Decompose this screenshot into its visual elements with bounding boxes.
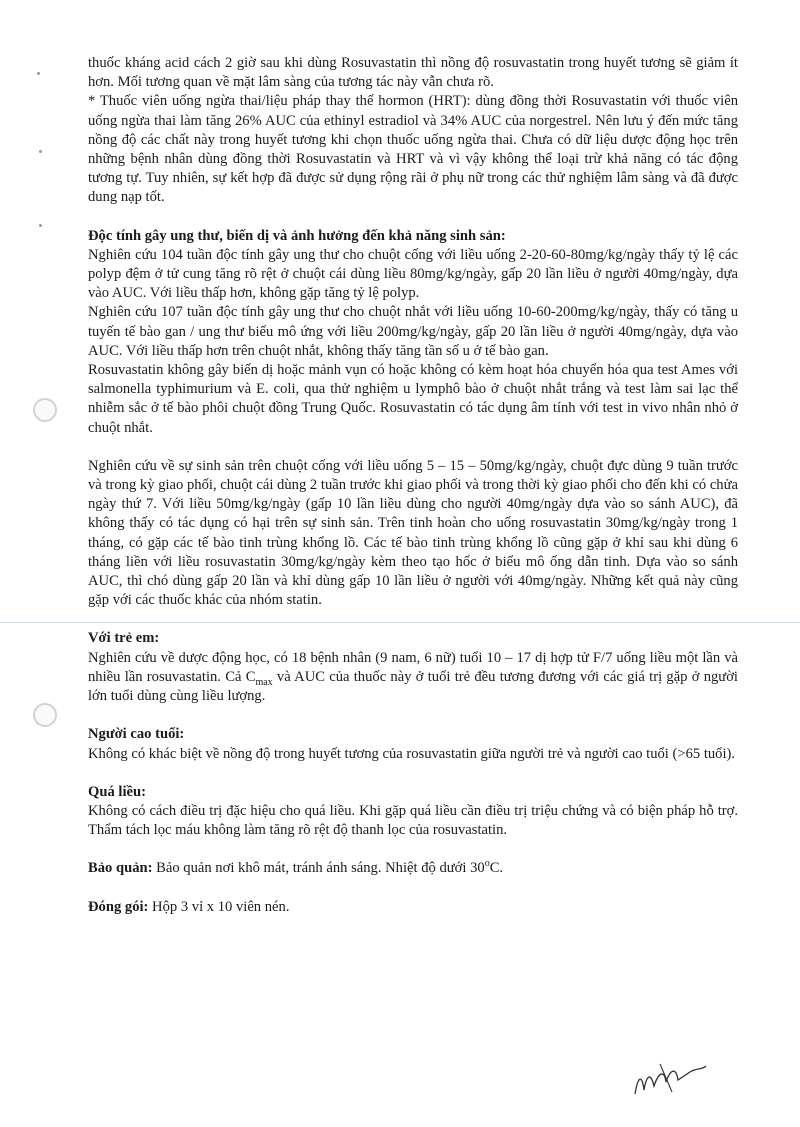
paragraph-antacid: thuốc kháng acid cách 2 giờ sau khi dùng Rosuvastatin thì nồng độ rosuvastatin trong huyết tương sẽ giảm ít hơn. Mối tương quan về mặt lâm sàng của tương tác này vẫn chưa rõ. — [88, 55, 738, 91]
heading-elderly: Người cao tuổi: — [88, 726, 185, 743]
heading-children: Với trẻ em: — [88, 630, 160, 647]
paragraph-packaging: Đóng gói: Hộp 3 vỉ x 10 viên nén. — [88, 898, 290, 915]
heading-overdose: Quá liều: — [88, 783, 146, 800]
punch-hole-bottom — [33, 703, 57, 727]
paragraph-reproduction: Nghiên cứu về sự sinh sản trên chuột cống với liều uống 5 – 15 – 50mg/kg/ngày, chuột đực dùng 9 tuần trước và trong kỳ giao phối, chuột cái dùng 2 tuần trước khi giao phối và trong thời kỳ giao phối cho đến khi có chửa ngày thứ 7. Với liều 50mg/kg/ngày (gấp 10 lần liều dùng cho người 40mg/ngày dựa vào so sánh AUC), đã không thấy có tác dụng có hại trên sự sinh sản. Trên tinh hoàn cho uống rosuvastatin 30mg/kg/ngày trong 1 tháng, có gặp các tế bào tinh trùng khổng lồ. Các tế bào tinh trùng khổng lồ cũng gặp ở khỉ sau khi dùng 6 tháng liền với liều rosuvastatin 30mg/kg/ngày kèm theo tạo hốc ở biểu mô ống dẫn tinh. Dựa vào so sánh AUC, thì chó dùng gấp 20 lần và khỉ dùng gấp 10 lần liều ở người với 40mg/ngày. Những kết quả này cũng gặp với các thuốc khác của nhóm statin. — [88, 457, 738, 609]
handwritten-signature — [630, 1056, 710, 1106]
heading-carcinogenicity: Độc tính gây ung thư, biến dị và ảnh hưởng đến khả năng sinh sản: — [88, 227, 506, 244]
paragraph-storage: Bảo quản: Bảo quản nơi khô mát, tránh ánh sáng. Nhiệt độ dưới 30$^o$C. — [88, 858, 504, 877]
scan-speck — [39, 150, 42, 153]
paragraph-oral-contraceptive: * Thuốc viên uống ngừa thai/liệu pháp thay thế hormon (HRT): dùng đồng thời Rosuvastatin với thuốc viên uống ngừa thai làm tăng 26% AUC của ethinyl estradiol và 34% AUC của norgestrel. Nên lưu ý đến mức tăng nồng độ các chất này trong huyết tương khi chọn thuốc uống ngừa thai. Chưa có dữ liệu dược động học trên những bệnh nhân dùng đồng thời Rosuvastatin và HRT và vì vậy không thể loại trừ khả năng có tác động tương tự. Tuy nhiên, sự kết hợp đã được sử dụng rộng rãi ở phụ nữ trong các thử nghiệm lâm sàng và đã được dung nạp tốt. — [88, 93, 738, 206]
paragraph-children: Nghiên cứu về dược động học, có 18 bệnh nhân (9 nam, 6 nữ) tuổi 10 – 17 dị hợp tử F/7 uống liều một lần và nhiều lần rosuvastatin. Cả $C_{max}$ và AUC của thuốc này ở tuổi trẻ đều tương đương với các giá trị gặp ở người lớn tuổi dùng cùng liều lượng. — [88, 649, 738, 705]
paragraph-rat-study: Nghiên cứu 104 tuần độc tính gây ung thư cho chuột cống với liều uống 2-20-60-80mg/kg/ngày thấy tỷ lệ các polyp đệm ở tử cung tăng rõ rệt ở chuột cái dùng liều 80mg/kg/ngày, gấp 20 lần liều ở người 40mg/ngày, dựa vào AUC. Với liều thấp hơn, không gặp tăng tỷ lệ polyp. — [88, 246, 738, 302]
paragraph-mutagenicity: Rosuvastatin không gây biến dị hoặc mảnh vụn có hoặc không có kèm hoạt hóa chuyển hóa qua test Ames với salmonella typhimurium và E. coli, qua thử nghiệm u lymphô bào ở chuột nhắt trắng và test làm sai lạc thể nhiễm sắc ở tế bào phôi chuột đồng Trung Quốc. Rosuvastatin có tác dụng âm tính với test in vivo nhân nhỏ ở chuột nhắt. — [88, 362, 738, 436]
scan-speck — [37, 72, 40, 75]
paragraph-mouse-study: Nghiên cứu 107 tuần độc tính gây ung thư cho chuột nhắt với liều uống 10-60-200mg/kg/ngày, thấy có tăng u tuyến tế bào gan / ung thư biểu mô ứng với liều 200mg/kg/ngày, gấp 20 lần liều ở người 40mg/ngày, dựa vào AUC. Với liều thấp hơn trên chuột nhắt, không thấy tăng tần số u ở tế bào gan. — [88, 304, 738, 359]
scan-speck — [39, 224, 42, 227]
punch-hole-top — [33, 398, 57, 422]
document-body — [88, 54, 738, 917]
paragraph-elderly: Không có khác biệt về nồng độ trong huyết tương của rosuvastatin giữa người trẻ và người cao tuổi (>65 tuổi). — [88, 745, 736, 762]
paragraph-overdose: Không có cách điều trị đặc hiệu cho quá liều. Khi gặp quá liều cần điều trị triệu chứng và có biện pháp hỗ trợ. Thẩm tách lọc máu không làm tăng rõ rệt độ thanh lọc của rosuvastatin. — [88, 802, 738, 839]
